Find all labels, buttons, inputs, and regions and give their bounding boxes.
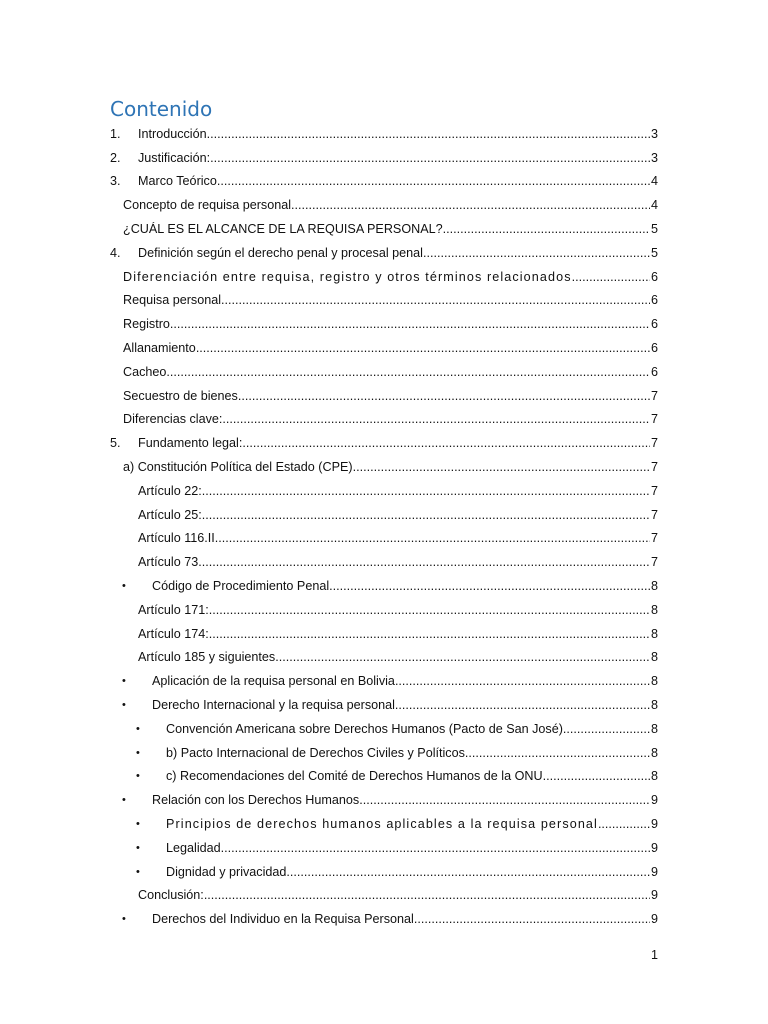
dot-leader — [359, 793, 650, 807]
toc-entry[interactable] — [0, 860, 768, 884]
page-number: 1 — [650, 948, 658, 962]
toc-entry-link[interactable] — [123, 270, 650, 284]
toc-entry-label: Principios de derechos humanos aplicables a la requisa personal — [166, 817, 598, 831]
table-of-contents — [0, 122, 768, 931]
dot-leader — [443, 222, 650, 236]
toc-entry-page: 6 — [650, 293, 658, 308]
dot-leader — [209, 603, 650, 617]
dot-leader — [563, 722, 650, 736]
toc-entry-link[interactable] — [138, 484, 650, 498]
toc-entry[interactable] — [0, 622, 768, 646]
toc-entry-link[interactable] — [138, 174, 650, 188]
dot-leader — [423, 246, 650, 260]
toc-entry-page: 7 — [650, 531, 658, 546]
toc-entry-page: 9 — [650, 840, 658, 855]
dot-leader — [202, 508, 650, 522]
dot-leader — [221, 293, 650, 307]
toc-entry-page: 6 — [650, 341, 658, 356]
toc-entry[interactable] — [0, 550, 768, 574]
dot-leader — [329, 579, 650, 593]
toc-entry-label: Definición según el derecho penal y procesal penal — [138, 245, 423, 260]
toc-entry[interactable] — [0, 884, 768, 908]
toc-entry[interactable] — [0, 717, 768, 741]
toc-entry[interactable] — [0, 193, 768, 217]
dot-leader — [221, 841, 650, 855]
toc-entry-page: 8 — [650, 721, 658, 736]
toc-entry[interactable] — [0, 503, 768, 527]
toc-entry-label: Conclusión: — [138, 888, 204, 903]
bullet-icon: • — [122, 580, 126, 593]
toc-entry-label: b) Pacto Internacional de Derechos Civiles y Políticos — [166, 745, 465, 760]
toc-entry-link[interactable] — [152, 674, 650, 688]
toc-entry-label: Artículo 116.II — [138, 531, 215, 546]
toc-entry-link[interactable] — [138, 650, 650, 664]
toc-entry[interactable] — [0, 646, 768, 670]
toc-entry-page: 8 — [650, 769, 658, 784]
toc-entry-label: Diferenciación entre requisa, registro y otros términos relacionados — [123, 269, 572, 284]
toc-entry[interactable] — [0, 360, 768, 384]
toc-entry[interactable] — [0, 312, 768, 336]
dot-leader — [598, 817, 650, 831]
toc-entry-label: Código de Procedimiento Penal — [152, 579, 330, 594]
toc-entry-page: 9 — [650, 817, 658, 831]
toc-entry[interactable] — [0, 431, 768, 455]
toc-entry-label: Requisa personal — [123, 293, 222, 308]
bullet-icon: • — [136, 722, 140, 735]
toc-entry[interactable] — [0, 265, 768, 289]
dot-leader — [353, 460, 650, 474]
toc-entry-page: 8 — [650, 674, 658, 689]
dot-leader — [238, 389, 650, 403]
toc-entry-link[interactable] — [166, 722, 650, 736]
toc-entry-link[interactable] — [123, 222, 650, 236]
toc-entry-page: 5 — [650, 245, 658, 260]
toc-entry[interactable] — [0, 455, 768, 479]
toc-entry-link[interactable] — [138, 151, 650, 165]
dot-leader — [215, 531, 650, 545]
toc-entry-page: 8 — [650, 698, 658, 713]
toc-entry-page: 9 — [650, 912, 658, 927]
toc-entry-page: 8 — [650, 602, 658, 617]
toc-entry-page: 9 — [650, 793, 658, 808]
dot-leader — [275, 650, 650, 664]
toc-entry-number: 5. — [110, 436, 121, 451]
toc-entry[interactable] — [0, 384, 768, 408]
toc-entry-label: Derecho Internacional y la requisa personal — [152, 698, 395, 713]
toc-entry-page: 4 — [650, 198, 658, 213]
toc-entry-label: Allanamiento — [123, 341, 196, 356]
toc-entry[interactable] — [0, 146, 768, 170]
toc-entry-page: 6 — [650, 269, 658, 284]
bullet-icon: • — [136, 865, 140, 878]
toc-entry-page: 9 — [650, 888, 658, 903]
toc-entry-label: ¿CUÁL ES EL ALCANCE DE LA REQUISA PERSONAL? — [123, 222, 443, 237]
toc-entry[interactable] — [0, 527, 768, 551]
toc-entry-page: 7 — [650, 483, 658, 498]
dot-leader — [210, 151, 650, 165]
dot-leader — [204, 888, 650, 902]
toc-entry-link[interactable] — [123, 198, 650, 212]
toc-entry-link[interactable] — [138, 627, 650, 641]
toc-entry-link[interactable] — [138, 555, 650, 569]
toc-entry-page: 5 — [650, 222, 658, 237]
toc-entry-label: Cacheo — [123, 364, 167, 379]
toc-entry-page: 7 — [650, 388, 658, 403]
bullet-icon: • — [136, 841, 140, 854]
toc-entry[interactable] — [0, 693, 768, 717]
toc-entry-label: Fundamento legal: — [138, 436, 243, 451]
dot-leader — [207, 127, 650, 141]
toc-entry-link[interactable] — [152, 579, 650, 593]
dot-leader — [196, 341, 650, 355]
bullet-icon: • — [136, 746, 140, 759]
toc-entry-link[interactable] — [138, 531, 650, 545]
dot-leader — [543, 769, 650, 783]
toc-entry-link[interactable] — [123, 341, 650, 355]
toc-entry-number: 2. — [110, 150, 121, 165]
toc-entry-label: Artículo 22: — [138, 483, 202, 498]
dot-leader — [198, 555, 650, 569]
toc-entry-label: Diferencias clave: — [123, 412, 223, 427]
dot-leader — [572, 270, 650, 284]
toc-entry-link[interactable] — [123, 389, 650, 403]
toc-entry-page: 8 — [650, 650, 658, 665]
toc-entry-page: 6 — [650, 317, 658, 332]
toc-entry-number: 4. — [110, 245, 121, 260]
toc-entry-link[interactable] — [152, 912, 650, 926]
toc-entry-label: c) Recomendaciones del Comité de Derechos Humanos de la ONU — [166, 769, 543, 784]
toc-entry[interactable] — [0, 836, 768, 860]
toc-entry[interactable] — [0, 408, 768, 432]
toc-entry-page: 7 — [650, 507, 658, 522]
toc-entry-page: 7 — [650, 555, 658, 570]
toc-entry-label: Marco Teórico — [138, 174, 217, 189]
toc-entry[interactable] — [0, 741, 768, 765]
toc-entry-link[interactable] — [166, 865, 650, 879]
dot-leader — [414, 912, 650, 926]
toc-entry-number: 1. — [110, 126, 121, 141]
dot-leader — [222, 412, 650, 426]
toc-entry[interactable] — [0, 765, 768, 789]
bullet-icon: • — [122, 699, 126, 712]
bullet-icon: • — [122, 913, 126, 926]
toc-entry-page: 7 — [650, 436, 658, 451]
toc-entry[interactable] — [0, 241, 768, 265]
toc-entry[interactable] — [0, 788, 768, 812]
dot-leader — [166, 365, 650, 379]
toc-entry-number: 3. — [110, 174, 121, 189]
toc-entry-page: 6 — [650, 364, 658, 379]
toc-entry-link[interactable] — [123, 293, 650, 307]
toc-entry-link[interactable] — [138, 127, 650, 141]
toc-entry-label: Artículo 171: — [138, 602, 209, 617]
toc-entry[interactable] — [0, 122, 768, 146]
toc-entry-link[interactable] — [123, 317, 650, 331]
toc-entry-page: 7 — [650, 412, 658, 427]
toc-entry-page: 8 — [650, 579, 658, 594]
toc-entry-link[interactable] — [123, 365, 650, 379]
toc-entry[interactable] — [0, 574, 768, 598]
dot-leader — [209, 627, 650, 641]
toc-entry[interactable] — [0, 907, 768, 931]
dot-leader — [242, 436, 650, 450]
toc-entry-label: Justificación: — [138, 150, 211, 165]
dot-leader — [465, 746, 650, 760]
toc-entry[interactable] — [0, 669, 768, 693]
toc-entry-page: 4 — [650, 174, 658, 189]
dot-leader — [395, 698, 650, 712]
toc-entry-link[interactable] — [138, 888, 650, 902]
toc-entry-link[interactable] — [166, 841, 650, 855]
toc-entry-label: Aplicación de la requisa personal en Bolivia — [152, 674, 395, 689]
toc-entry-page: 3 — [650, 126, 658, 141]
toc-entry[interactable] — [0, 598, 768, 622]
toc-entry-label: Artículo 174: — [138, 626, 209, 641]
toc-entry-label: Relación con los Derechos Humanos — [152, 793, 360, 808]
toc-entry-label: Concepto de requisa personal — [123, 198, 292, 213]
dot-leader — [202, 484, 650, 498]
toc-entry-label: Artículo 25: — [138, 507, 202, 522]
toc-entry[interactable] — [0, 289, 768, 313]
toc-entry-page: 9 — [650, 864, 658, 879]
toc-entry-link[interactable] — [138, 246, 650, 260]
toc-heading: Contenido — [110, 97, 213, 121]
toc-entry-link[interactable] — [123, 460, 650, 474]
toc-entry-link[interactable] — [166, 769, 650, 783]
toc-entry[interactable] — [0, 336, 768, 360]
bullet-icon: • — [136, 770, 140, 783]
toc-entry-link[interactable] — [152, 698, 650, 712]
dot-leader — [291, 198, 650, 212]
toc-entry-label: Dignidad y privacidad — [166, 864, 287, 879]
toc-entry[interactable] — [0, 217, 768, 241]
toc-entry-link[interactable] — [138, 603, 650, 617]
toc-entry-label: Registro — [123, 317, 170, 332]
toc-entry-label: Convención Americana sobre Derechos Humanos (Pacto de San José) — [166, 721, 563, 736]
bullet-icon: • — [136, 818, 140, 830]
toc-entry[interactable] — [0, 170, 768, 194]
toc-entry-link[interactable] — [138, 508, 650, 522]
toc-entry-page: 3 — [650, 150, 658, 165]
toc-entry-label: Secuestro de bienes — [123, 388, 238, 403]
dot-leader — [170, 317, 650, 331]
bullet-icon: • — [122, 675, 126, 688]
toc-entry-label: a) Constitución Política del Estado (CPE) — [123, 460, 353, 475]
toc-entry-link[interactable] — [123, 412, 650, 426]
toc-entry-link[interactable] — [166, 817, 650, 831]
bullet-icon: • — [122, 794, 126, 807]
toc-entry-label: Legalidad — [166, 840, 221, 855]
toc-entry[interactable] — [0, 812, 768, 836]
toc-entry-link[interactable] — [166, 746, 650, 760]
toc-entry-label: Artículo 185 y siguientes — [138, 650, 276, 665]
dot-leader — [286, 865, 650, 879]
toc-entry-link[interactable] — [138, 436, 650, 450]
toc-entry-label: Artículo 73 — [138, 555, 199, 570]
toc-entry-page: 8 — [650, 745, 658, 760]
dot-leader — [217, 174, 650, 188]
toc-entry-page: 7 — [650, 460, 658, 475]
toc-entry[interactable] — [0, 479, 768, 503]
toc-entry-label: Derechos del Individuo en la Requisa Personal — [152, 912, 414, 927]
toc-entry-page: 8 — [650, 626, 658, 641]
toc-entry-link[interactable] — [152, 793, 650, 807]
dot-leader — [395, 674, 650, 688]
toc-entry-label: Introducción — [138, 126, 207, 141]
